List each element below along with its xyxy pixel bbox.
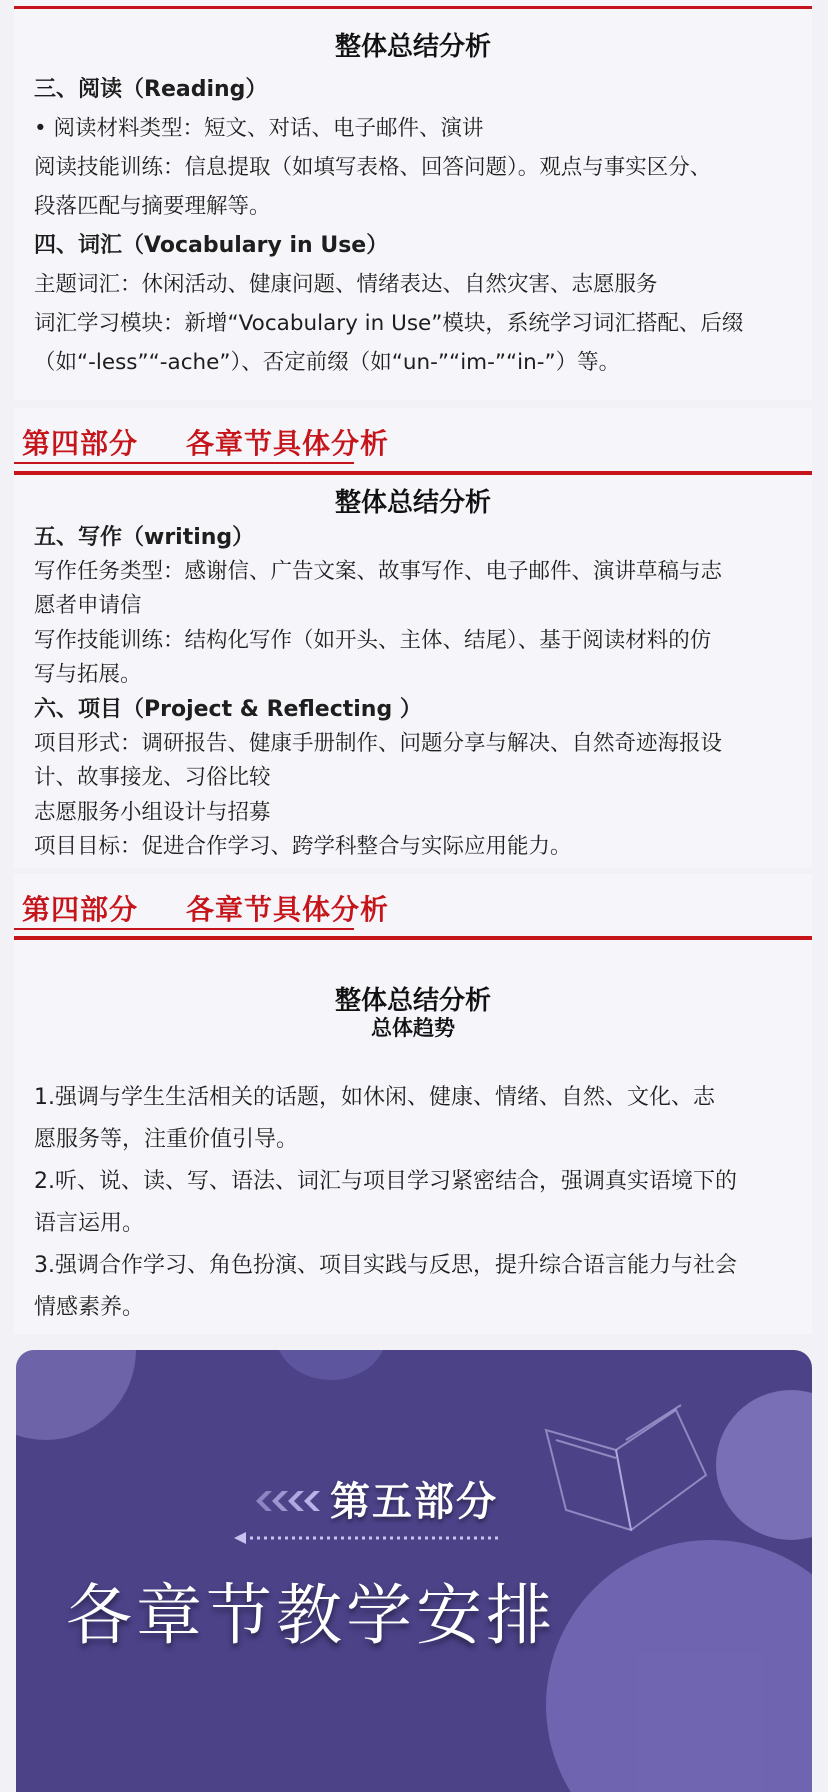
decor-circle	[16, 1350, 136, 1440]
writing-line: 写与拓展。	[34, 662, 142, 687]
section-part: 第四部分	[22, 893, 139, 926]
project-line: 项目形式：调研报告、健康手册制作、问题分享与解决、自然奇迹海报设	[34, 731, 723, 756]
heading-reading: 三、阅读（Reading）	[34, 77, 268, 102]
reading-line: 段落匹配与摘要理解等。	[34, 194, 271, 219]
project-line: 项目目标：促进合作学习、跨学科整合与实际应用能力。	[34, 834, 572, 859]
writing-line: 愿者申请信	[34, 593, 142, 618]
red-rule	[14, 471, 812, 475]
section-name: 各章节具体分析	[186, 893, 390, 926]
open-book-icon	[516, 1390, 716, 1540]
vocab-line: 词汇学习模块：新增“Vocabulary in Use”模块，系统学习词汇搭配、后缀	[34, 311, 744, 336]
banner-kicker: 第五部分	[330, 1479, 498, 1525]
heading-vocabulary: 四、词汇（Vocabulary in Use）	[34, 233, 389, 258]
trend-line: 3.强调合作学习、角色扮演、项目实践与反思，提升综合语言能力与社会	[34, 1253, 737, 1278]
slide-title: 整体总结分析	[334, 488, 491, 518]
trend-line: 语言运用。	[34, 1211, 145, 1236]
slide-writing-project	[14, 408, 812, 868]
project-line: 志愿服务小组设计与招募	[34, 800, 271, 825]
slide-overall-trend	[14, 874, 812, 1334]
section-header	[22, 422, 389, 462]
reading-line: 阅读技能训练：信息提取（如填写表格、回答问题）。观点与事实区分、	[34, 155, 712, 180]
slide-reading-vocab	[14, 0, 812, 400]
project-line: 计、故事接龙、习俗比较	[34, 765, 271, 790]
vocab-line: （如“-less”“-ache”）、否定前缀（如“un-”“im-”“in-”）等。	[34, 350, 621, 375]
section-underline	[14, 462, 354, 464]
slide-title: 整体总结分析	[334, 986, 491, 1016]
banner-title: 各章节教学安排	[66, 1577, 556, 1654]
writing-line: 写作任务类型：感谢信、广告文案、故事写作、电子邮件、演讲草稿与志	[34, 559, 723, 584]
top-red-rule	[14, 6, 812, 9]
section-header	[22, 888, 389, 928]
section-name: 各章节具体分析	[186, 427, 390, 460]
trend-line: 愿服务等，注重价值引导。	[34, 1127, 299, 1152]
vocab-line: 主题词汇：休闲活动、健康问题、情绪表达、自然灾害、志愿服务	[34, 272, 658, 297]
heading-writing: 五、写作（writing）	[34, 525, 255, 550]
section-underline	[14, 928, 354, 930]
dotted-arrow-icon	[234, 1530, 504, 1546]
red-rule	[14, 936, 812, 940]
decor-circle	[546, 1540, 812, 1792]
decor-circle	[716, 1390, 812, 1540]
chevrons-left-icon	[246, 1486, 326, 1516]
trend-line: 1.强调与学生生活相关的话题，如休闲、健康、情绪、自然、文化、志	[34, 1085, 715, 1110]
slide-subtitle: 总体趋势	[371, 1016, 455, 1040]
chapter-banner	[16, 1350, 812, 1792]
writing-line: 写作技能训练：结构化写作（如开头、主体、结尾）、基于阅读材料的仿	[34, 628, 712, 653]
trend-line: 2.听、说、读、写、语法、词汇与项目学习紧密结合，强调真实语境下的	[34, 1169, 737, 1194]
reading-line: • 阅读材料类型：短文、对话、电子邮件、演讲	[34, 116, 484, 141]
section-part: 第四部分	[22, 427, 139, 460]
heading-project: 六、项目（Project & Reflecting ）	[34, 697, 422, 722]
decor-circle	[276, 1350, 386, 1380]
trend-line: 情感素养。	[34, 1295, 145, 1320]
slide-title: 整体总结分析	[334, 32, 491, 62]
